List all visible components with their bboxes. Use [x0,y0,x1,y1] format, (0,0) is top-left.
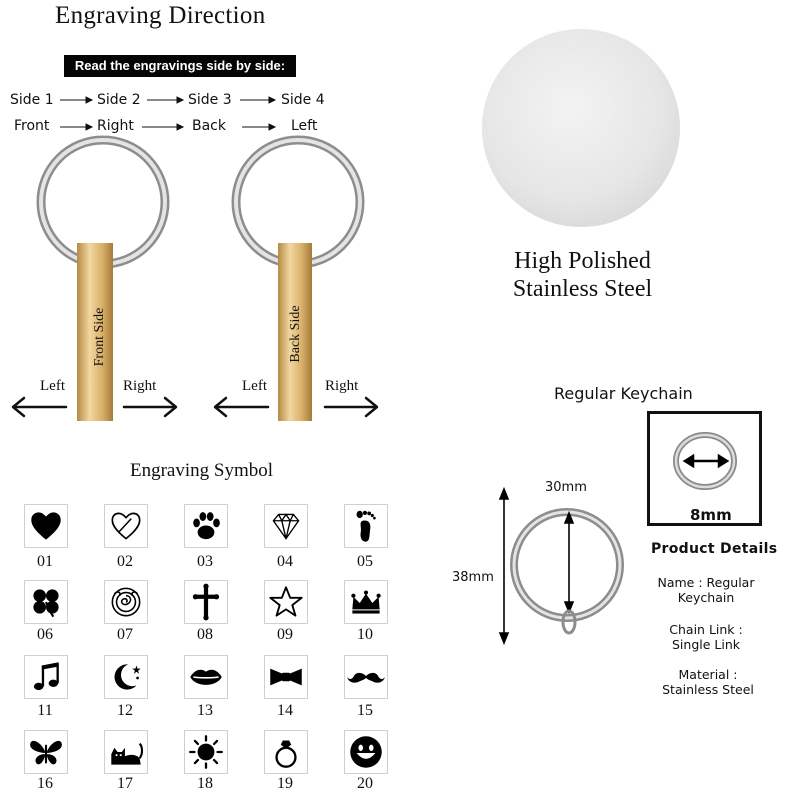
symbol-number-03: 03 [197,553,213,570]
product-details-title: Product Details [651,541,778,557]
instruction-banner: Read the engravings side by side: [64,55,296,77]
symbol-box-01[interactable] [24,504,68,548]
mustache-icon [345,656,387,698]
symbol-number-12: 12 [117,702,133,719]
symbol-box-10[interactable] [344,580,388,624]
symbol-number-14: 14 [277,702,293,719]
star-icon [265,581,307,623]
small-ring-size: 8mm [690,506,732,524]
symbol-number-06: 06 [37,626,53,643]
symbol-box-05[interactable] [344,504,388,548]
symbol-number-09: 09 [277,626,293,643]
symbol-number-13: 13 [197,702,213,719]
back-side-engraving: Back Side [288,305,303,363]
lips-icon [185,656,227,698]
symbol-box-07[interactable] [104,580,148,624]
symbol-box-03[interactable] [184,504,228,548]
material-caption [470,247,695,303]
symbol-box-09[interactable] [264,580,308,624]
cross-icon [185,581,227,623]
rose-icon [105,581,147,623]
chain-link-line-2: Single Link [672,637,740,652]
clover-icon [25,581,67,623]
side-4-label: Side 4 [281,92,325,108]
symbol-number-18: 18 [197,775,213,792]
product-name-detail [631,575,781,605]
keychain-ring-diagram [490,480,640,650]
symbol-box-20[interactable] [344,730,388,774]
engraving-direction-title: Engraving Direction [55,2,266,29]
footprint-icon [345,505,387,547]
butterfly-icon [25,731,67,773]
right-label-1: Right [123,378,157,394]
symbol-box-18[interactable] [184,730,228,774]
crown-icon [345,581,387,623]
front-side-engraving: Front Side [92,307,107,367]
steel-swatch [478,25,684,231]
material-line-1: High Polished [514,248,651,274]
smiley-icon [345,731,387,773]
material-detail-line-2: Stainless Steel [662,682,754,697]
cat-icon [105,731,147,773]
material-detail [633,667,783,697]
symbol-number-08: 08 [197,626,213,643]
ring-width-label: 30mm [545,480,587,495]
sequence-arrows [0,0,340,140]
symbol-number-11: 11 [37,702,53,719]
symbol-number-02: 02 [117,553,133,570]
left-label-2: Left [242,378,267,394]
symbol-box-19[interactable] [264,730,308,774]
symbol-number-10: 10 [357,626,373,643]
ring-height-label: 38mm [452,570,494,585]
symbol-number-20: 20 [357,775,373,792]
symbol-box-17[interactable] [104,730,148,774]
bowtie-icon [265,656,307,698]
chain-link-detail [631,622,781,652]
face-front-label: Front [14,118,50,134]
product-name-line-2: Keychain [677,590,735,605]
ring-icon [265,731,307,773]
side-1-label: Side 1 [10,92,54,108]
symbol-box-16[interactable] [24,730,68,774]
symbol-box-08[interactable] [184,580,228,624]
side-2-label: Side 2 [97,92,141,108]
material-line-2: Stainless Steel [512,276,653,302]
paw-icon [185,505,227,547]
chain-link-line-1: Chain Link : [669,622,743,637]
left-label-1: Left [40,378,65,394]
engraving-symbol-title: Engraving Symbol [130,460,274,481]
symbol-number-01: 01 [37,553,53,570]
right-label-2: Right [325,378,359,394]
symbol-box-02[interactable] [104,504,148,548]
symbol-box-14[interactable] [264,655,308,699]
symbol-number-05: 05 [357,553,373,570]
side-3-label: Side 3 [188,92,232,108]
symbol-number-04: 04 [277,553,293,570]
sun-icon [185,731,227,773]
face-left-label: Left [291,118,318,134]
music-note-icon [25,656,67,698]
face-back-label: Back [192,118,226,134]
regular-keychain-title: Regular Keychain [554,384,693,403]
symbol-box-11[interactable] [24,655,68,699]
material-detail-line-1: Material : [678,667,738,682]
symbol-number-15: 15 [357,702,373,719]
product-name-line-1: Name : Regular [657,575,755,590]
symbol-box-12[interactable] [104,655,148,699]
symbol-box-13[interactable] [184,655,228,699]
left-right-arrows [0,390,390,425]
symbol-number-19: 19 [277,775,293,792]
symbol-box-15[interactable] [344,655,388,699]
diamond-icon [265,505,307,547]
symbol-number-17: 17 [117,775,133,792]
heart-outline-icon [105,505,147,547]
symbol-box-06[interactable] [24,580,68,624]
symbol-box-04[interactable] [264,504,308,548]
moon-stars-icon [105,656,147,698]
symbol-number-16: 16 [37,775,53,792]
heart-icon [25,505,67,547]
face-right-label: Right [97,118,134,134]
symbol-number-07: 07 [117,626,133,643]
